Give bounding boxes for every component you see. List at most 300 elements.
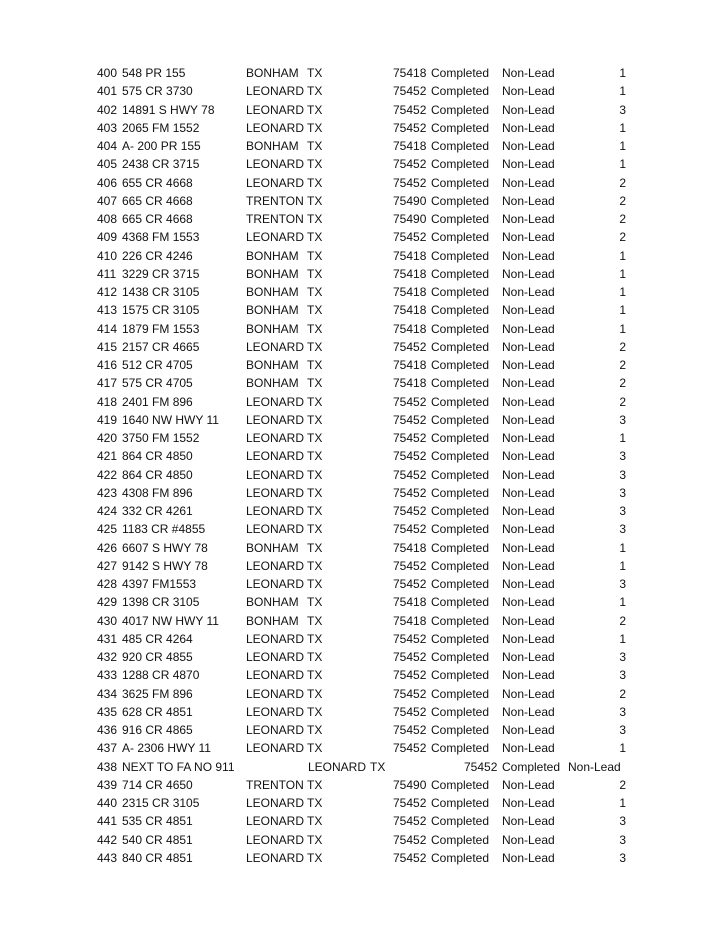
row-id: 410	[97, 248, 118, 263]
state-cell: TX	[307, 723, 323, 737]
row-id: 425	[97, 522, 118, 537]
address-cell: A- 2306 HWY 11	[122, 741, 211, 756]
count-cell: 1	[619, 248, 626, 263]
state-cell: TX	[307, 212, 323, 226]
zip-cell: 75418	[393, 358, 427, 372]
count-cell: 3	[619, 577, 626, 591]
row-id: 424	[97, 504, 118, 518]
state-cell: TX	[307, 339, 323, 354]
row-id: 442	[97, 832, 118, 847]
row-id: 418	[97, 394, 118, 409]
state-cell: TX	[307, 412, 323, 427]
count-cell: 2	[619, 358, 626, 372]
count-cell: 1	[619, 558, 626, 573]
material-cell: Non-Lead	[502, 850, 555, 865]
city-cell: LEONARD	[246, 84, 305, 99]
zip-cell: 75452	[393, 230, 427, 245]
zip-cell: 75452	[393, 394, 427, 409]
count-cell: 1	[619, 66, 626, 80]
state-cell: TX	[307, 467, 323, 482]
material-cell: Non-Lead	[502, 449, 555, 464]
material-cell: Non-Lead	[502, 358, 555, 372]
status-cell: Completed	[431, 631, 490, 646]
city-cell: BONHAM	[246, 66, 299, 80]
state-cell: TX	[307, 796, 323, 810]
state-cell: TX	[307, 668, 323, 683]
city-cell: LEONARD	[246, 704, 305, 719]
material-cell: Non-Lead	[502, 631, 555, 646]
status-cell: Completed	[431, 686, 490, 701]
count-cell: 1	[619, 303, 626, 318]
state-cell: TX	[307, 139, 323, 153]
state-cell: TX	[307, 193, 323, 208]
zip-cell: 75452	[393, 412, 427, 427]
table-row	[0, 520, 728, 538]
address-cell: 512 CR 4705	[122, 358, 193, 372]
row-id: 429	[97, 595, 118, 610]
status-cell: Completed	[431, 394, 490, 409]
zip-cell: 75452	[393, 467, 427, 482]
count-cell: 1	[619, 84, 626, 99]
status-cell: Completed	[431, 613, 490, 628]
table-row	[0, 411, 728, 429]
row-id: 441	[97, 814, 118, 829]
table-row	[0, 666, 728, 684]
material-cell: Non-Lead	[502, 814, 555, 829]
status-cell: Completed	[431, 850, 490, 865]
address-cell: 1879 FM 1553	[122, 321, 200, 336]
city-cell: LEONARD	[246, 339, 305, 354]
state-cell: TX	[307, 358, 323, 372]
status-cell: Completed	[431, 285, 490, 299]
table-row	[0, 447, 728, 465]
city-cell: LEONARD	[246, 522, 305, 537]
state-cell: TX	[307, 303, 323, 318]
address-cell: 916 CR 4865	[122, 723, 193, 737]
count-cell: 1	[619, 741, 626, 756]
table-row	[0, 155, 728, 173]
count-cell: 2	[619, 376, 626, 391]
address-cell: 665 CR 4668	[122, 212, 193, 226]
table-row	[0, 301, 728, 319]
row-id: 423	[97, 485, 118, 500]
state-cell: TX	[370, 759, 386, 774]
status-cell: Completed	[431, 504, 490, 518]
state-cell: TX	[307, 850, 323, 865]
status-cell: Completed	[431, 467, 490, 482]
count-cell: 2	[619, 394, 626, 409]
zip-cell: 75418	[393, 595, 427, 610]
material-cell: Non-Lead	[502, 431, 555, 445]
row-id: 431	[97, 631, 118, 646]
material-cell: Non-Lead	[502, 796, 555, 810]
material-cell: Non-Lead	[502, 157, 555, 172]
address-cell: 535 CR 4851	[122, 814, 193, 829]
count-cell: 3	[619, 485, 626, 500]
address-cell: 14891 S HWY 78	[122, 102, 215, 117]
zip-cell: 75452	[393, 741, 427, 756]
row-id: 433	[97, 668, 118, 683]
count-cell: 3	[619, 704, 626, 719]
status-cell: Completed	[431, 303, 490, 318]
status-cell: Completed	[431, 212, 490, 226]
city-cell: LEONARD	[246, 412, 305, 427]
material-cell: Non-Lead	[502, 504, 555, 518]
city-cell: BONHAM	[246, 266, 299, 281]
row-id: 438	[97, 759, 118, 774]
material-cell: Non-Lead	[502, 522, 555, 537]
state-cell: TX	[307, 595, 323, 610]
address-cell: 2438 CR 3715	[122, 157, 200, 172]
row-id: 401	[97, 84, 118, 99]
zip-cell: 75452	[393, 120, 427, 135]
count-cell: 1	[619, 595, 626, 610]
zip-cell: 75452	[393, 850, 427, 865]
material-cell: Non-Lead	[502, 832, 555, 847]
table-row	[0, 228, 728, 246]
address-cell: 4017 NW HWY 11	[122, 613, 219, 628]
state-cell: TX	[307, 266, 323, 281]
address-cell: 655 CR 4668	[122, 175, 193, 190]
count-cell: 3	[619, 668, 626, 683]
state-cell: TX	[307, 175, 323, 190]
address-cell: 4368 FM 1553	[122, 230, 200, 245]
table-row	[0, 593, 728, 611]
material-cell: Non-Lead	[502, 248, 555, 263]
row-id: 430	[97, 613, 118, 628]
zip-cell: 75418	[393, 376, 427, 391]
address-cell: 485 CR 4264	[122, 631, 193, 646]
status-cell: Completed	[431, 723, 490, 737]
zip-cell: 75490	[393, 212, 427, 226]
state-cell: TX	[307, 540, 323, 555]
row-id: 432	[97, 650, 118, 664]
status-cell: Completed	[431, 321, 490, 336]
address-cell: 864 CR 4850	[122, 467, 193, 482]
count-cell: 3	[619, 814, 626, 829]
material-cell: Non-Lead	[502, 485, 555, 500]
status-cell: Completed	[431, 66, 490, 80]
zip-cell: 75418	[393, 285, 427, 299]
zip-cell: 75452	[393, 175, 427, 190]
row-id: 416	[97, 358, 118, 372]
zip-cell: 75452	[393, 485, 427, 500]
count-cell: 2	[619, 230, 626, 245]
city-cell: LEONARD	[246, 120, 305, 135]
count-cell: 2	[619, 777, 626, 792]
row-id: 406	[97, 175, 118, 190]
table-row	[0, 101, 728, 119]
row-id: 422	[97, 467, 118, 482]
material-cell: Non-Lead	[502, 394, 555, 409]
state-cell: TX	[307, 248, 323, 263]
status-cell: Completed	[431, 248, 490, 263]
table-row	[0, 174, 728, 192]
address-cell: 226 CR 4246	[122, 248, 193, 263]
state-cell: TX	[307, 504, 323, 518]
material-cell: Non-Lead	[502, 467, 555, 482]
count-cell: 1	[619, 120, 626, 135]
city-cell: LEONARD	[246, 650, 305, 664]
row-id: 411	[97, 266, 117, 281]
address-cell: 2065 FM 1552	[122, 120, 200, 135]
zip-cell: 75452	[393, 814, 427, 829]
zip-cell: 75452	[393, 704, 427, 719]
material-cell: Non-Lead	[502, 303, 555, 318]
material-cell: Non-Lead	[502, 193, 555, 208]
count-cell: 3	[619, 650, 626, 664]
zip-cell: 75452	[393, 431, 427, 445]
state-cell: TX	[307, 376, 323, 391]
address-cell: 920 CR 4855	[122, 650, 193, 664]
city-cell: LEONARD	[246, 175, 305, 190]
zip-cell: 75452	[464, 759, 498, 774]
status-cell: Completed	[431, 230, 490, 245]
material-cell: Non-Lead	[502, 66, 555, 80]
table-row	[0, 849, 728, 867]
status-cell: Completed	[431, 157, 490, 172]
state-cell: TX	[307, 613, 323, 628]
city-cell: LEONARD	[246, 686, 305, 701]
table-row	[0, 739, 728, 757]
address-cell: 3625 FM 896	[122, 686, 193, 701]
zip-cell: 75452	[393, 449, 427, 464]
address-cell: 540 CR 4851	[122, 832, 193, 847]
city-cell: BONHAM	[246, 139, 299, 153]
row-id: 421	[97, 449, 118, 464]
count-cell: 1	[619, 631, 626, 646]
zip-cell: 75490	[393, 777, 427, 792]
count-cell: 2	[619, 193, 626, 208]
state-cell: TX	[307, 394, 323, 409]
city-cell: LEONARD	[246, 431, 305, 445]
status-cell: Completed	[431, 650, 490, 664]
zip-cell: 75418	[393, 266, 427, 281]
zip-cell: 75452	[393, 668, 427, 683]
status-cell: Completed	[431, 412, 490, 427]
zip-cell: 75418	[393, 139, 427, 153]
state-cell: TX	[307, 230, 323, 245]
table-row	[0, 630, 728, 648]
table-row	[0, 137, 728, 155]
table-row	[0, 374, 728, 392]
city-cell: BONHAM	[246, 285, 299, 299]
table-row	[0, 356, 728, 374]
status-cell: Completed	[431, 668, 490, 683]
row-id: 417	[97, 376, 118, 391]
address-cell: 864 CR 4850	[122, 449, 193, 464]
state-cell: TX	[307, 66, 323, 80]
state-cell: TX	[307, 485, 323, 500]
state-cell: TX	[307, 285, 323, 299]
state-cell: TX	[307, 449, 323, 464]
city-cell: LEONARD	[246, 832, 305, 847]
zip-cell: 75452	[393, 84, 427, 99]
material-cell: Non-Lead	[502, 723, 555, 737]
count-cell: 1	[619, 796, 626, 810]
material-cell: Non-Lead	[502, 595, 555, 610]
table-row	[0, 721, 728, 739]
material-cell: Non-Lead	[502, 704, 555, 719]
count-cell: 2	[619, 212, 626, 226]
row-id: 419	[97, 412, 118, 427]
material-cell: Non-Lead	[502, 102, 555, 117]
material-cell: Non-Lead	[502, 339, 555, 354]
status-cell: Completed	[431, 577, 490, 591]
address-cell: 2157 CR 4665	[122, 339, 200, 354]
count-cell: 2	[619, 175, 626, 190]
zip-cell: 75452	[393, 796, 427, 810]
material-cell: Non-Lead	[502, 321, 555, 336]
count-cell: 3	[619, 723, 626, 737]
zip-cell: 75418	[393, 321, 427, 336]
zip-cell: 75452	[393, 522, 427, 537]
material-cell: Non-Lead	[502, 212, 555, 226]
count-cell: 3	[619, 449, 626, 464]
row-id: 439	[97, 777, 118, 792]
city-cell: LEONARD	[246, 741, 305, 756]
city-cell: BONHAM	[246, 613, 299, 628]
zip-cell: 75418	[393, 303, 427, 318]
status-cell: Completed	[431, 120, 490, 135]
table-row	[0, 338, 728, 356]
address-cell: 9142 S HWY 78	[122, 558, 208, 573]
table-row	[0, 210, 728, 228]
row-id: 434	[97, 686, 118, 701]
row-id: 403	[97, 120, 118, 135]
address-cell: 3229 CR 3715	[122, 266, 200, 281]
status-cell: Completed	[431, 84, 490, 99]
count-cell: 1	[619, 285, 626, 299]
material-cell: Non-Lead	[502, 376, 555, 391]
state-cell: TX	[307, 631, 323, 646]
city-cell: BONHAM	[246, 358, 299, 372]
row-id: 427	[97, 558, 118, 573]
row-id: 405	[97, 157, 118, 172]
status-cell: Completed	[431, 814, 490, 829]
zip-cell: 75452	[393, 631, 427, 646]
status-cell: Completed	[431, 595, 490, 610]
table-row	[0, 247, 728, 265]
city-cell: LEONARD	[246, 467, 305, 482]
state-cell: TX	[307, 777, 323, 792]
city-cell: LEONARD	[246, 157, 305, 172]
count-cell: 3	[619, 504, 626, 518]
count-cell: 1	[619, 266, 626, 281]
count-cell: 1	[619, 540, 626, 555]
state-cell: TX	[307, 157, 323, 172]
status-cell: Completed	[431, 832, 490, 847]
status-cell: Completed	[431, 376, 490, 391]
city-cell: LEONARD	[246, 102, 305, 117]
service-line-table	[0, 64, 728, 867]
zip-cell: 75452	[393, 686, 427, 701]
status-cell: Completed	[431, 102, 490, 117]
zip-cell: 75418	[393, 613, 427, 628]
table-row	[0, 776, 728, 794]
row-id: 414	[97, 321, 118, 336]
table-row	[0, 758, 728, 776]
city-cell: LEONARD	[246, 668, 305, 683]
status-cell: Completed	[431, 796, 490, 810]
city-cell: TRENTON	[246, 212, 304, 226]
status-cell: Completed	[431, 777, 490, 792]
city-cell: BONHAM	[246, 595, 299, 610]
material-cell: Non-Lead	[502, 230, 555, 245]
address-cell: 332 CR 4261	[122, 504, 193, 518]
status-cell: Completed	[431, 266, 490, 281]
state-cell: TX	[307, 102, 323, 117]
status-cell: Completed	[502, 759, 561, 774]
zip-cell: 75452	[393, 723, 427, 737]
address-cell: 1438 CR 3105	[122, 285, 200, 299]
material-cell: Non-Lead	[502, 650, 555, 664]
address-cell: 1183 CR #4855	[122, 522, 206, 537]
table-row	[0, 502, 728, 520]
table-row	[0, 831, 728, 849]
state-cell: TX	[307, 431, 323, 445]
state-cell: TX	[307, 558, 323, 573]
material-cell: Non-Lead	[502, 577, 555, 591]
row-id: 435	[97, 704, 118, 719]
address-cell: 714 CR 4650	[122, 777, 193, 792]
city-cell: LEONARD	[246, 723, 305, 737]
row-id: 409	[97, 230, 118, 245]
address-cell: A- 200 PR 155	[122, 139, 201, 153]
city-cell: LEONARD	[246, 631, 305, 646]
material-cell: Non-Lead	[502, 668, 555, 683]
table-row	[0, 484, 728, 502]
table-row	[0, 612, 728, 630]
table-row	[0, 283, 728, 301]
material-cell: Non-Lead	[502, 777, 555, 792]
status-cell: Completed	[431, 139, 490, 153]
status-cell: Completed	[431, 540, 490, 555]
status-cell: Completed	[431, 741, 490, 756]
city-cell: LEONARD	[246, 814, 305, 829]
table-row	[0, 393, 728, 411]
state-cell: TX	[307, 704, 323, 719]
table-row	[0, 685, 728, 703]
count-cell: 3	[619, 522, 626, 537]
row-id: 436	[97, 723, 118, 737]
zip-cell: 75452	[393, 339, 427, 354]
table-row	[0, 64, 728, 82]
row-id: 443	[97, 850, 118, 865]
count-cell: 2	[619, 339, 626, 354]
row-id: 426	[97, 540, 118, 555]
material-cell: Non-Lead	[502, 139, 555, 153]
table-row	[0, 539, 728, 557]
zip-cell: 75490	[393, 193, 427, 208]
material-cell: Non-Lead	[502, 412, 555, 427]
city-cell: BONHAM	[246, 540, 299, 555]
row-id: 437	[97, 741, 118, 756]
city-cell: BONHAM	[246, 303, 299, 318]
status-cell: Completed	[431, 522, 490, 537]
material-cell: Non-Lead	[568, 759, 621, 774]
state-cell: TX	[307, 577, 323, 591]
row-id: 420	[97, 431, 118, 445]
zip-cell: 75418	[393, 66, 427, 80]
address-cell: 575 CR 4705	[122, 376, 193, 391]
material-cell: Non-Lead	[502, 558, 555, 573]
city-cell: TRENTON	[246, 777, 304, 792]
city-cell: LEONARD	[308, 759, 367, 774]
address-cell: 548 PR 155	[122, 66, 186, 80]
city-cell: LEONARD	[246, 558, 305, 573]
address-cell: 628 CR 4851	[122, 704, 193, 719]
